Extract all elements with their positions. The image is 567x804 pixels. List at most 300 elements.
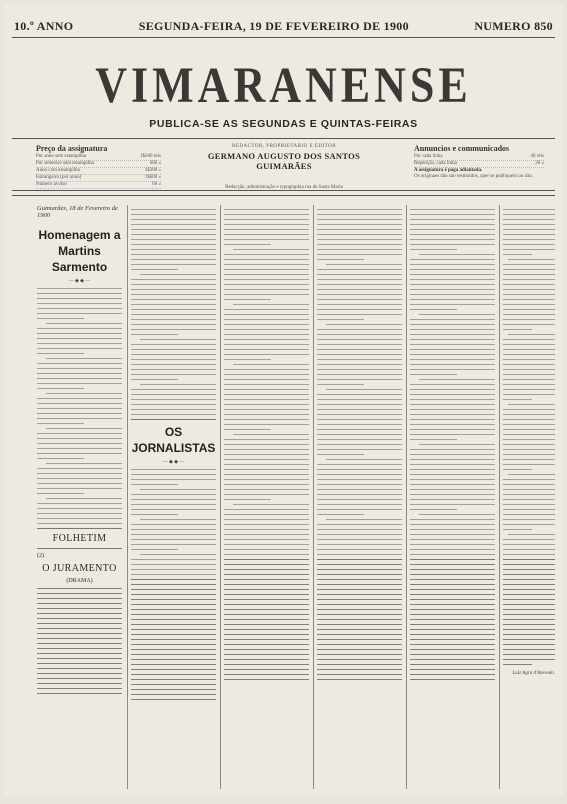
text-line [503,599,555,600]
text-line [503,324,555,325]
text-line [410,274,495,275]
text-line [131,544,216,545]
text-line [503,514,555,515]
text-line [131,514,178,515]
article-text [37,288,122,524]
text-line [224,229,309,230]
text-line [410,299,495,300]
text-line [503,439,555,440]
text-line [503,544,555,545]
text-line [503,264,555,265]
text-line [131,504,216,505]
text-line [131,684,216,685]
text-line [224,314,309,315]
ornament: — ◆ ◆ — [68,279,91,284]
text-line [131,364,216,365]
text-line [503,494,555,495]
text-line [410,344,495,345]
text-line [224,634,309,635]
text-line [224,234,309,235]
text-line [224,614,309,615]
text-line [410,384,495,385]
text-line [224,439,309,440]
column-divider [499,205,500,789]
text-line [503,304,555,305]
folhetim-signature: Luiz Agra d'Azevedo. [512,671,555,676]
text-line [317,359,402,360]
ornament: — ◆ ◆ — [162,460,185,465]
folhetim-text [317,564,402,680]
text-line [317,604,402,605]
text-line [410,539,495,540]
text-line [224,569,309,570]
text-line [37,448,122,449]
text-line [140,554,217,555]
text-line [410,579,495,580]
text-line [503,554,555,555]
text-line [131,299,216,300]
text-line [224,279,309,280]
ad-row [414,161,544,168]
text-line [37,488,122,489]
text-line [410,339,495,340]
dateline: Guimarães, 18 de Fevereiro de 1900 [37,205,118,219]
text-line [224,359,271,360]
text-line [410,524,495,525]
text-line [317,419,402,420]
text-line [37,513,122,514]
text-line [410,589,495,590]
text-line [37,683,122,684]
text-line [503,464,555,465]
text-line [46,358,123,359]
text-line [503,549,555,550]
text-line [224,669,309,670]
ad-row-label: Por cada linha [414,154,443,159]
text-line [37,333,122,334]
text-line [317,609,402,610]
text-line [317,499,402,500]
text-line [503,389,555,390]
text-line [131,209,216,210]
text-line [224,619,309,620]
text-line [317,229,402,230]
text-line [131,524,216,525]
masthead-rule [12,138,555,139]
text-line [131,494,216,495]
text-line [503,509,555,510]
text-line [224,324,309,325]
text-line [317,304,402,305]
text-line [503,604,555,605]
text-line [503,294,555,295]
text-line [317,254,402,255]
text-line [224,589,309,590]
text-line [410,614,495,615]
text-line [224,254,309,255]
text-line [410,374,457,375]
text-line [410,294,495,295]
text-line [224,269,309,270]
header-bar [14,18,553,34]
article-text [131,469,216,575]
text-line [131,314,216,315]
text-line [224,584,309,585]
text-line [503,254,532,255]
masthead-subtitle: PUBLICA-SE AS SEGUNDAS E QUINTAS-FEIRAS [149,118,418,130]
text-line [503,664,532,665]
text-line [317,569,402,570]
price-box-title: Preço da assignatura [36,144,108,153]
text-line [37,618,122,619]
text-line [317,239,402,240]
section-rule [131,579,216,580]
text-line [131,584,216,585]
text-line [317,524,402,525]
top-rule-2 [12,195,555,196]
text-line [131,624,216,625]
text-line [317,669,402,670]
text-line [131,694,216,695]
text-line [503,479,555,480]
newspaper-page [4,4,563,796]
text-line [224,499,271,500]
text-line [410,419,495,420]
text-line [233,304,310,305]
text-line [224,494,309,495]
folhetim-text [410,564,495,680]
text-line [37,378,122,379]
text-line [224,459,309,460]
ad-row-value: 20 » [535,161,544,166]
text-line [131,219,216,220]
text-line [503,384,555,385]
text-line [317,484,402,485]
article-text [224,209,309,555]
text-line [224,539,309,540]
text-line [410,529,495,530]
text-line [131,509,216,510]
text-line [503,429,555,430]
text-line [131,474,216,475]
text-line [317,529,402,530]
text-line [317,449,402,450]
text-line [503,444,555,445]
text-line [503,269,555,270]
text-line [508,259,555,260]
text-line [317,584,402,585]
text-line [317,434,402,435]
text-line [224,444,309,445]
text-line [131,404,216,405]
text-line [224,599,309,600]
text-line [503,284,555,285]
text-line [131,674,216,675]
issue-number: NUMERO 850 [474,18,553,33]
text-line [224,414,309,415]
text-line [131,414,216,415]
text-line [37,663,122,664]
text-line [224,624,309,625]
folhetim-text [37,588,122,694]
folhetim-number: (2) [37,553,44,559]
text-line [317,624,402,625]
text-line [131,609,216,610]
text-line [503,569,555,570]
text-line [131,549,178,550]
text-line [224,594,309,595]
text-line [131,564,216,565]
price-row-label: Por anno sem estampilha [36,154,87,159]
masthead-title: VIMARANENSE [95,57,472,114]
text-line [410,429,495,430]
text-line [317,594,402,595]
text-line [131,594,216,595]
text-line [503,449,555,450]
text-line [317,364,402,365]
text-line [317,289,402,290]
text-line [37,303,122,304]
text-line [224,534,309,535]
text-line [131,664,216,665]
text-line [419,254,496,255]
text-line [224,284,309,285]
text-line [503,469,532,470]
price-row [36,168,161,175]
text-line [410,599,495,600]
text-line [503,329,532,330]
text-line [233,249,310,250]
text-line [410,469,495,470]
text-line [410,449,495,450]
text-line [224,664,309,665]
text-line [410,679,495,680]
text-line [131,359,216,360]
text-line [317,384,364,385]
text-line [37,648,122,649]
text-line [410,659,495,660]
text-line [131,669,216,670]
text-line [317,339,402,340]
text-line [224,509,309,510]
text-line [410,319,495,320]
text-line [410,479,495,480]
editor-block [189,144,379,190]
text-line [224,274,309,275]
text-line [131,534,216,535]
text-line [224,319,309,320]
text-line [131,394,216,395]
text-line [317,234,402,235]
text-line [410,309,457,310]
text-line [224,519,309,520]
text-line [224,454,309,455]
article-headline-homenagem: Homenagem a Martins Sarmento [38,228,121,274]
text-line [131,499,216,500]
text-line [410,409,495,410]
text-line [131,289,216,290]
text-line [37,658,122,659]
text-line [37,613,122,614]
text-line [224,349,309,350]
editor-label: REDACTOR, PROPRIETARIO E EDITOR [231,144,337,149]
text-line [410,544,495,545]
text-line [224,214,309,215]
text-line [410,604,495,605]
text-line [224,649,309,650]
text-line [317,544,402,545]
text-line [131,229,216,230]
text-line [131,254,216,255]
text-line [224,489,309,490]
text-line [503,369,555,370]
text-line [410,364,495,365]
text-line [410,324,495,325]
text-line [317,599,402,600]
column-2 [131,205,216,789]
section-rule [503,559,555,560]
text-line [37,398,122,399]
text-line [37,653,122,654]
issue-date: SEGUNDA-FEIRA, 19 DE FEVEREIRO DE 1900 [138,18,409,33]
text-line [37,288,122,289]
text-line [233,364,310,365]
text-line [37,523,122,524]
text-line [37,403,122,404]
text-line [326,459,403,460]
text-line [410,454,495,455]
text-line [503,349,555,350]
price-row-label: Numero avulso [36,182,67,187]
text-line [508,534,555,535]
text-line [317,629,402,630]
editor-name: GERMANO AUGUSTO DOS SANTOS GUIMARÃES [207,151,361,171]
column-divider [220,205,221,789]
text-line [131,479,216,480]
text-line [317,294,402,295]
text-line [326,519,403,520]
text-line [37,433,122,434]
text-line [37,388,84,389]
ad-row-label: Repetição, cada linha [414,161,457,166]
text-line [317,549,402,550]
text-line [224,264,309,265]
text-line [37,628,122,629]
text-line [503,229,555,230]
text-line [37,348,122,349]
text-line [410,359,495,360]
text-line [503,519,555,520]
text-line [410,459,495,460]
text-line [410,574,495,575]
text-line [503,339,555,340]
text-line [410,594,495,595]
text-line [503,524,555,525]
text-line [224,399,309,400]
text-line [140,339,217,340]
text-line [317,349,402,350]
text-line [131,539,216,540]
text-line [410,219,495,220]
price-row-label: Estrangeiro (por anno) [36,175,82,180]
text-line [224,409,309,410]
text-line [37,483,122,484]
text-line [503,594,555,595]
text-line [410,224,495,225]
text-line [131,639,216,640]
text-line [317,619,402,620]
text-line [410,549,495,550]
text-line [317,504,402,505]
column-divider [127,205,128,789]
text-line [131,239,216,240]
text-line [224,299,271,300]
text-line [224,679,309,680]
text-line [37,458,84,459]
text-line [131,619,216,620]
column-divider [313,205,314,789]
text-line [317,644,402,645]
text-line [410,624,495,625]
text-line [317,309,402,310]
text-line [224,654,309,655]
text-line [317,494,402,495]
text-line [224,329,309,330]
text-line [224,674,309,675]
text-line [317,274,402,275]
text-line [410,564,495,565]
text-line [37,668,122,669]
text-line [503,454,555,455]
text-line [224,564,309,565]
text-line [317,534,402,535]
text-line [503,659,555,660]
text-line [37,503,122,504]
text-line [131,659,216,660]
text-line [224,294,309,295]
text-line [37,603,122,604]
text-line [131,679,216,680]
folhetim-title: FOLHETIM [52,533,107,544]
text-line [503,394,555,395]
text-line [131,469,216,470]
folhetim-text [503,564,555,665]
text-line [131,214,216,215]
text-line [317,639,402,640]
text-line [503,209,555,210]
text-line [410,264,495,265]
text-line [410,279,495,280]
text-line [503,619,555,620]
folhetim-text [224,564,309,680]
text-line [131,294,216,295]
text-line [503,379,555,380]
section-rule [317,559,402,560]
text-line [503,309,555,310]
text-line [37,688,122,689]
text-line [37,643,122,644]
text-line [503,529,532,530]
article-text [503,209,555,555]
text-line [503,399,532,400]
text-line [508,334,555,335]
text-line [317,399,402,400]
text-line [317,209,402,210]
text-line [131,399,216,400]
text-line [131,354,216,355]
text-line [224,384,309,385]
text-line [317,374,402,375]
